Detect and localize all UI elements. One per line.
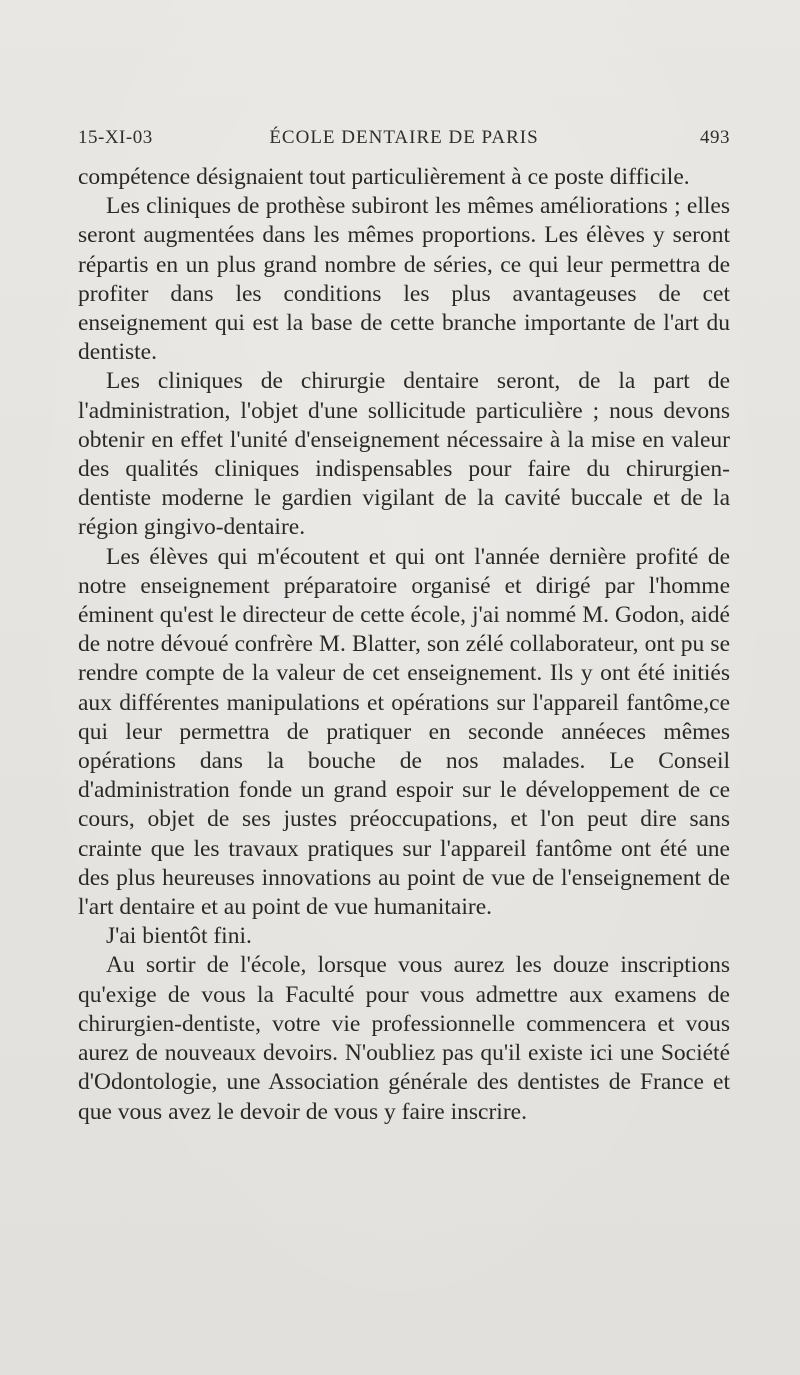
header-date: 15-XI-03 <box>78 127 153 148</box>
paragraph-prothese: Les cliniques de prothèse subiront les mêmes améliorations ; elles seront augmentées dans les mêmes proportions. Les élèves y seront répartis en un plus grand nombre de séries, ce qui leur permettra de profiter dans les conditions les plus avantageuses de cet enseignement qui est la base de cette branche importante de l'art du dentiste. <box>78 193 730 366</box>
page-number: 493 <box>700 127 730 148</box>
running-header <box>78 127 730 153</box>
paragraph-bientot-fini: J'ai bientôt fini. <box>106 923 252 950</box>
header-title: ÉCOLE DENTAIRE DE PARIS <box>269 127 539 148</box>
paragraph-eleves: Les élèves qui m'écoutent et qui ont l'année dernière profité de notre enseignement préparatoire organisé et dirigé par l'homme éminent qu'est le directeur de cette école, j'ai nommé M. Godon, aidé de notre dévoué confrère M. Blatter, son zélé collaborateur, ont pu se rendre compte de la valeur de cet enseignement. Ils y ont été initiés aux différentes manipulations et opérations sur l'appareil fantôme,ce qui leur permettra de pratiquer en seconde annéeces mêmes opérations dans la bouche de nos malades. Le Conseil d'administration fonde un grand espoir sur le développement de ce cours, objet de ses justes préoccupations, et l'on peut dire sans crainte que les travaux pratiques sur l'appareil fantôme ont été une des plus heureuses innovations au point de vue de l'enseignement de l'art dentaire et au point de vue humanitaire. <box>78 543 730 921</box>
paragraph-au-sortir: Au sortir de l'école, lorsque vous aurez les douze inscriptions qu'exige de vous la Faculté pour vous admettre aux examens de chirurgien-dentiste, votre vie professionnelle commencera et vous aurez de nouveaux devoirs. N'oubliez pas qu'il existe ici une Société d'Odontologie, une Association générale des dentistes de France et que vous avez le devoir de vous y faire inscrire. <box>78 952 730 1125</box>
paragraph-continuation: compétence désignaient tout particulièrement à ce poste difficile. <box>78 164 690 190</box>
body-text <box>78 163 730 1127</box>
paragraph-chirurgie: Les cliniques de chirurgie dentaire seront, de la part de l'administration, l'objet d'une sollicitude particulière ; nous devons obtenir en effet l'unité d'enseignement nécessaire à la mise en valeur des qualités cliniques indispensables pour faire du chirurgien-dentiste moderne le gardien vigilant de la cavité buccale et de la région gingivo-dentaire. <box>78 368 730 541</box>
